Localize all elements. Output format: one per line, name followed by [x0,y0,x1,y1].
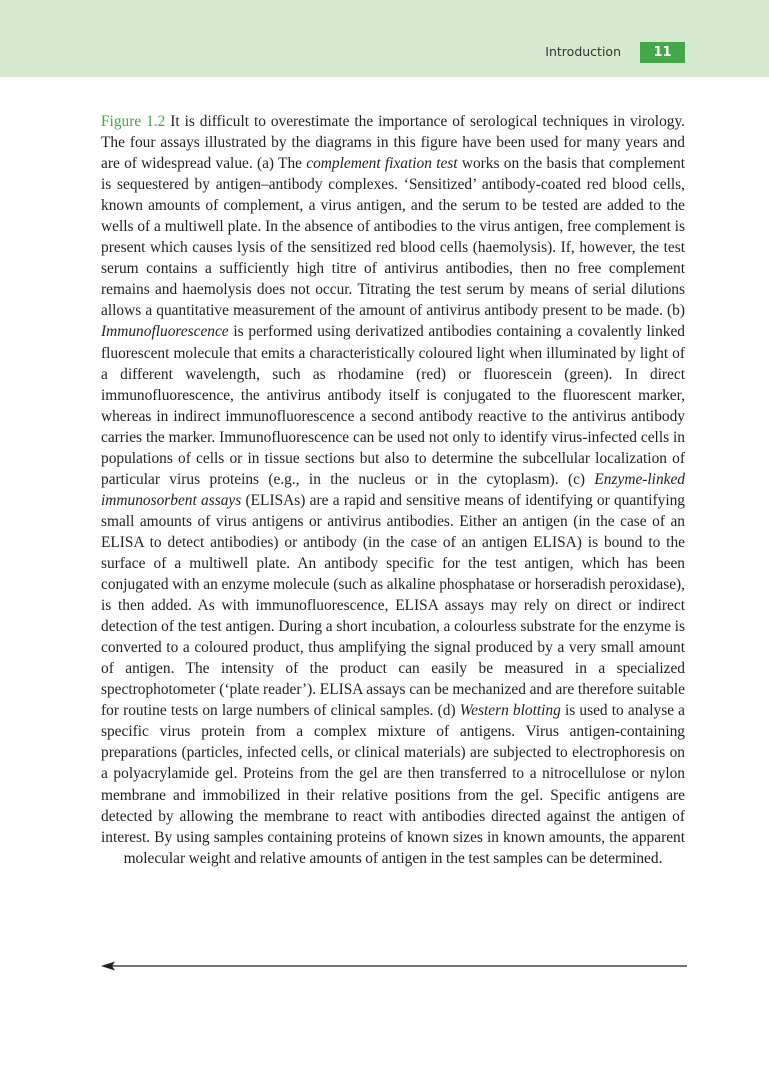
caption-paragraph [101,111,685,869]
term-complement-fixation: complement fixation test [306,155,458,173]
header-band [0,0,769,77]
caption-text: (ELISAs) are a rapid and sensitive means of identifying or quantifying small amounts of virus antigens or antivirus antibodies. Either an antigen (in the case of an ELISA to detect antibodies) or antibody (in the case of an antigen ELISA) is bound to the surface of a multiwell plate. An antibody specific for the test antigen, which has been conjugated with an enzyme molecule (such as alkaline phosphatase or horseradish peroxidase), is then added. As with immunofluorescence, ELISA assays may rely on direct or indirect detection of the test antigen. During a short incubation, a colourless substrate for the enzyme is converted to a coloured product, thus amplifying the signal produced by a very small amount of antigen. The intensity of the product can easily be measured in a specialized spectrophotometer (‘plate reader’). ELISA assays can be mechanized and are therefore suitable for routine tests on large numbers of clinical samples. (d) [101,491,685,720]
page-number: 11 [640,42,685,63]
running-head: Introduction [545,44,621,59]
figure-label: Figure 1.2 [101,113,166,130]
caption-text: works on the basis that complement is sequestered by antigen–antibody complexes. ‘Sensitized’ antibody-coated red blood cells, known amounts of complement, a virus antigen, and the serum to be tested are added to the wells of a multiwell plate. In the absence of antibodies to the virus antigen, free complement is present which causes lysis of the sensitized red blood cells (haemolysis). If, however, the test serum contains a sufficiently high titre of antivirus antibodies, then no free complement remains and haemolysis does not occur. Titrating the test serum by means of serial dilutions allows a quantitative measurement of the amount of antivirus antibody present to be made. (b) [101,155,685,320]
caption-text: is performed using derivatized antibodies containing a covalently linked fluorescent molecule that emits a characteristically coloured light when illuminated by light of a different wavelength, such as rhodamine (red) or fluorescein (green). In direct immunofluorescence, the antivirus antibody itself is conjugated to the fluorescent marker, whereas in indirect immunofluorescence a second antibody reactive to the antivirus antibody carries the marker. Immunofluorescence can be used not only to identify virus-infected cells in populations of cells or in tissue sections but also to determine the subcellular localization of particular virus proteins (e.g., in the nucleus or in the cytoplasm). (c) [101,323,685,488]
caption-text: is used to analyse a specific virus protein from a complex mixture of antigens. Virus antigen-containing preparations (particles, infected cells, or clinical materials) are subjected to electrophoresis on a polyacrylamide gel. Proteins from the gel are then transferred to a nitrocellulose or nylon membrane and immobilized in their relative positions from the gel. Specific antigens are detected by allowing the membrane to react with antibodies directed against the antigen of interest. By using samples containing proteins of known sizes in known amounts, the apparent molecular weight and relative amounts of antigen in the test samples can be determined. [101,702,686,867]
term-immunofluorescence: Immunofluorescence [101,323,229,341]
caption-text: It is difficult to overestimate the importance of serological techniques in virology. The four assays illustrated by the diagrams in this figure have been used for many years and are of widespread value. (a) The [101,113,685,173]
left-arrow-icon [101,960,687,972]
term-western-blotting: Western blotting [459,702,561,720]
figure-caption [101,111,685,869]
term-elisa: Enzyme-linked immunosorbent assays [101,470,685,509]
